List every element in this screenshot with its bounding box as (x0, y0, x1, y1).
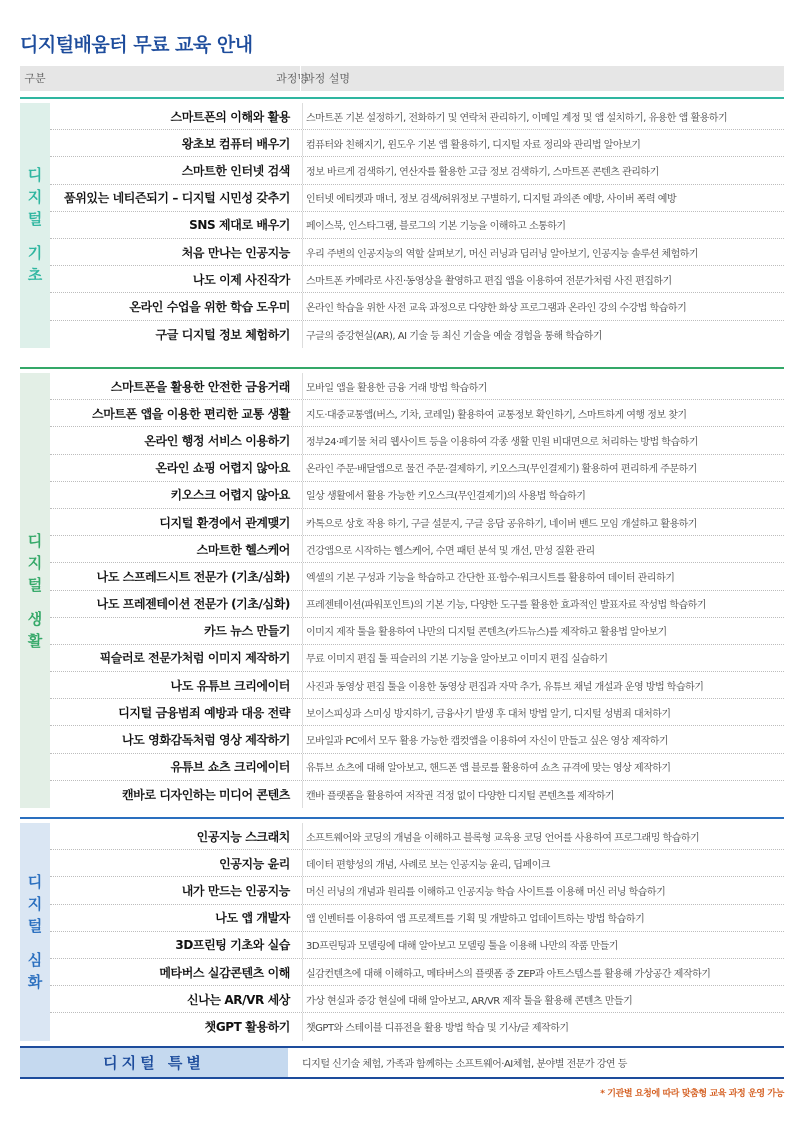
course-desc: 온라인 학습을 위한 사전 교육 과정으로 다양한 화상 프로그램과 온라인 강의 수강법 학습하기 (302, 293, 784, 319)
section-divider (20, 817, 784, 819)
course-list (50, 373, 784, 808)
category-char: 생 (27, 609, 43, 628)
course-row (50, 672, 784, 699)
course-desc: 머신 러닝의 개념과 원리를 이해하고 인공지능 학습 사이트를 이용해 머신 러닝 학습하기 (302, 877, 784, 903)
course-desc: 정보 바르게 검색하기, 연산자를 활용한 고급 정보 검색하기, 스마트폰 콘텐츠 관리하기 (302, 157, 784, 183)
course-name: 메타버스 실감콘텐츠 이해 (159, 965, 290, 980)
course-name: 인공지능 스크래치 (196, 829, 290, 844)
course-row (50, 781, 784, 808)
course-desc: 챗GPT와 스테이블 디퓨전을 활용 방법 학습 및 기사/글 제작하기 (302, 1013, 784, 1040)
course-row (50, 986, 784, 1013)
course-name: 키오스크 어렵지 않아요 (170, 488, 290, 503)
course-name: 나도 이제 사진작가 (192, 272, 290, 287)
course-desc: 지도·대중교통앱(버스, 기차, 코레일) 활용하여 교통정보 확인하기, 스마트하게 여행 정보 찾기 (302, 400, 784, 426)
course-desc: 우리 주변의 인공지능의 역할 살펴보기, 머신 러닝과 딥러닝 알아보기, 인공지능 솔루션 체험하기 (302, 239, 784, 265)
section-category (20, 373, 50, 808)
course-name: 인공지능 윤리 (219, 856, 290, 871)
course-list (50, 103, 784, 348)
course-desc: 카톡으로 상호 작용 하기, 구글 설문지, 구글 응답 공유하기, 네이버 밴드 모임 개설하고 활용하기 (302, 509, 784, 535)
course-desc: 보이스피싱과 스미싱 방지하기, 금융사기 발생 후 대처 방법 알기, 디지털 성범죄 대처하기 (302, 699, 784, 725)
category-char: 디 (27, 166, 43, 185)
section-divider (20, 367, 784, 369)
course-row (50, 157, 784, 184)
course-name: 스마트폰 앱을 이용한 편리한 교통 생활 (92, 406, 290, 421)
course-name: 나도 앱 개발자 (215, 911, 290, 926)
course-desc: 앱 인벤터를 이용하여 앱 프로젝트를 기획 및 개발하고 업데이트하는 방법 학습하기 (302, 905, 784, 931)
course-name: 나도 영화감독처럼 영상 제작하기 (121, 733, 290, 748)
course-list (50, 823, 784, 1041)
course-desc: 스마트폰 기본 설정하기, 전화하기 및 연락처 관리하기, 이메일 계정 및 앱 설치하기, 유용한 앱 활용하기 (302, 103, 784, 129)
header-course-name: 과정명 (276, 72, 308, 85)
course-desc: 모바일 앱을 활용한 금융 거래 방법 학습하기 (302, 373, 784, 399)
course-row (50, 823, 784, 850)
course-row (50, 427, 784, 454)
course-desc: 실감컨텐츠에 대해 이해하고, 메타버스의 플랫폼 중 ZEP과 아트스텝스를 활용해 가상공간 제작하기 (302, 959, 784, 985)
course-row (50, 103, 784, 130)
course-desc: 사진과 동영상 편집 툴을 이용한 동영상 편집과 자막 추가, 유튜브 채널 개설과 운영 방법 학습하기 (302, 672, 784, 698)
course-name: 스마트폰의 이해와 활용 (170, 109, 290, 124)
course-name: SNS 제대로 배우기 (189, 218, 290, 233)
category-char: 털 (27, 916, 43, 935)
section-2 (20, 817, 784, 1041)
course-desc: 온라인 주문·배달앱으로 물건 주문·결제하기, 키오스크(무인결제기) 활용하여 편리하게 주문하기 (302, 455, 784, 481)
course-row (50, 373, 784, 400)
course-desc: 프레젠테이션(파워포인트)의 기본 기능, 다양한 도구를 활용한 효과적인 발표자료 작성법 학습하기 (302, 591, 784, 617)
course-desc: 가상 현실과 증강 현실에 대해 알아보고, AR/VR 제작 툴을 활용해 콘텐츠 만들기 (302, 986, 784, 1012)
course-row (50, 455, 784, 482)
course-name: 나도 스프레드시트 전문가 (기초/심화) (96, 569, 290, 584)
course-row (50, 1013, 784, 1040)
course-desc: 일상 생활에서 활용 가능한 키오스크(무인결제기)의 사용법 학습하기 (302, 482, 784, 508)
course-desc: 데이터 편향성의 개념, 사례로 보는 인공지능 윤리, 딥페이크 (302, 850, 784, 876)
course-name: 카드 뉴스 만들기 (204, 624, 290, 639)
course-desc: 유튜브 쇼츠에 대해 알아보고, 핸드폰 앱 블로를 활용하여 쇼츠 규격에 맞는 영상 제작하기 (302, 754, 784, 780)
course-desc: 3D프린팅과 모델링에 대해 알아보고 모델링 툴을 이용해 나만의 작품 만들기 (302, 932, 784, 958)
course-row (50, 850, 784, 877)
course-name: 스마트폰을 활용한 안전한 금융거래 (110, 379, 290, 394)
course-desc: 컴퓨터와 친해지기, 윈도우 기본 앱 활용하기, 디지털 자료 정리와 관리법 알아보기 (302, 130, 784, 156)
course-name: 온라인 수업을 위한 학습 도우미 (129, 299, 290, 314)
course-name: 유튜브 쇼츠 크리에이터 (170, 760, 290, 775)
course-name: 품위있는 네티즌되기 – 디지털 시민성 갖추기 (64, 191, 290, 206)
course-desc: 엑셀의 기본 구성과 기능을 학습하고 간단한 표·함수·워크시트를 활용하여 데이터 관리하기 (302, 563, 784, 589)
course-row (50, 536, 784, 563)
course-row (50, 293, 784, 320)
category-char: 초 (27, 266, 43, 285)
course-desc: 구글의 증강현실(AR), AI 기술 등 최신 기술을 예술 경험을 통해 학습하기 (302, 321, 784, 348)
special-label: 디지털 특별 (20, 1048, 288, 1077)
course-name: 처음 만나는 인공지능 (181, 245, 290, 260)
course-row (50, 645, 784, 672)
page-title: 디지털배움터 무료 교육 안내 (20, 34, 253, 56)
category-char: 활 (27, 631, 43, 650)
course-desc: 무료 이미지 편집 툴 픽슬러의 기본 기능을 알아보고 이미지 편집 실습하기 (302, 645, 784, 671)
course-desc: 소프트웨어와 코딩의 개념을 이해하고 블록형 교육용 코딩 언어를 사용하여 프로그래밍 학습하기 (302, 823, 784, 849)
course-row (50, 905, 784, 932)
section-category (20, 103, 50, 348)
course-row (50, 130, 784, 157)
course-row (50, 563, 784, 590)
category-char: 지 (27, 553, 43, 572)
course-name: 온라인 쇼핑 어렵지 않아요 (155, 461, 290, 476)
category-char: 지 (27, 894, 43, 913)
course-name: 온라인 행정 서비스 이용하기 (144, 433, 290, 448)
course-desc: 건강앱으로 시작하는 헬스케어, 수면 패턴 분석 및 개선, 만성 질환 관리 (302, 536, 784, 562)
category-char: 심 (27, 950, 43, 969)
course-name: 챗GPT 활용하기 (204, 1020, 290, 1035)
category-char: 털 (27, 575, 43, 594)
header-course-desc: 과정 설명 (300, 66, 350, 91)
course-desc: 이미지 제작 툴을 활용하여 나만의 디지털 콘텐츠(카드뉴스)를 제작하고 활용법 알아보기 (302, 618, 784, 644)
category-char: 디 (27, 872, 43, 891)
category-char: 지 (27, 188, 43, 207)
category-char: 디 (27, 531, 43, 550)
course-name: 디지털 금융범죄 예방과 대응 전략 (118, 705, 290, 720)
course-desc: 캔바 플랫폼을 활용하여 저작권 걱정 없이 다양한 디지털 콘텐츠를 제작하기 (302, 781, 784, 808)
header-category: 구분 (24, 72, 46, 85)
course-desc: 인터넷 에티켓과 매너, 정보 검색/허위정보 구별하기, 디지털 과의존 예방, 사이버 폭력 예방 (302, 185, 784, 211)
course-name: 구글 디지털 정보 체험하기 (155, 327, 290, 342)
course-row (50, 877, 784, 904)
course-name: 나도 유튜브 크리에이터 (170, 678, 290, 693)
course-row (50, 239, 784, 266)
course-row (50, 591, 784, 618)
special-section (20, 1046, 784, 1079)
course-name: 스마트한 헬스케어 (196, 542, 290, 557)
footnote: * 기관별 요청에 따라 맞춤형 교육 과정 운영 가능 (600, 1089, 784, 1099)
course-desc: 스마트폰 카메라로 사진·동영상을 촬영하고 편집 앱을 이용하여 전문가처럼 사진 편집하기 (302, 266, 784, 292)
course-row (50, 509, 784, 536)
section-divider (20, 97, 784, 99)
course-desc: 페이스북, 인스타그램, 블로그의 기본 기능을 이해하고 소통하기 (302, 212, 784, 238)
course-name: 왕초보 컴퓨터 배우기 (181, 136, 290, 151)
course-row (50, 400, 784, 427)
course-row (50, 754, 784, 781)
course-row (50, 959, 784, 986)
section-1 (20, 367, 784, 808)
category-char: 화 (27, 972, 43, 991)
category-char: 털 (27, 210, 43, 229)
course-row (50, 699, 784, 726)
category-char: 기 (27, 244, 43, 263)
course-desc: 모바일과 PC에서 모두 활용 가능한 캡컷앱을 이용하여 자신이 만들고 싶은 영상 제작하기 (302, 726, 784, 752)
course-desc: 정부24·페기물 처리 웹사이트 등을 이용하여 각종 생활 민원 비대면으로 처리하는 방법 학습하기 (302, 427, 784, 453)
course-name: 나도 프레젠테이션 전문가 (기초/심화) (96, 597, 290, 612)
course-name: 내가 만드는 인공지능 (181, 883, 290, 898)
course-row (50, 726, 784, 753)
course-row (50, 212, 784, 239)
course-name: 디지털 환경에서 관계맺기 (159, 515, 290, 530)
course-name: 캔바로 디자인하는 미디어 콘텐츠 (121, 787, 290, 802)
course-name: 3D프린팅 기초와 실습 (175, 938, 290, 953)
course-row (50, 932, 784, 959)
course-row (50, 266, 784, 293)
course-row (50, 321, 784, 348)
table-header (20, 66, 784, 91)
course-name: 신나는 AR/VR 세상 (187, 992, 290, 1007)
section-0 (20, 97, 784, 348)
course-row (50, 618, 784, 645)
course-row (50, 185, 784, 212)
course-row (50, 482, 784, 509)
section-category (20, 823, 50, 1041)
special-desc: 디지털 신기술 체험, 가족과 함께하는 소프트웨어·AI체험, 분야별 전문가 강연 등 (302, 1059, 627, 1070)
course-name: 스마트한 인터넷 검색 (181, 163, 290, 178)
course-name: 픽슬러로 전문가처럼 이미지 제작하기 (99, 651, 290, 666)
